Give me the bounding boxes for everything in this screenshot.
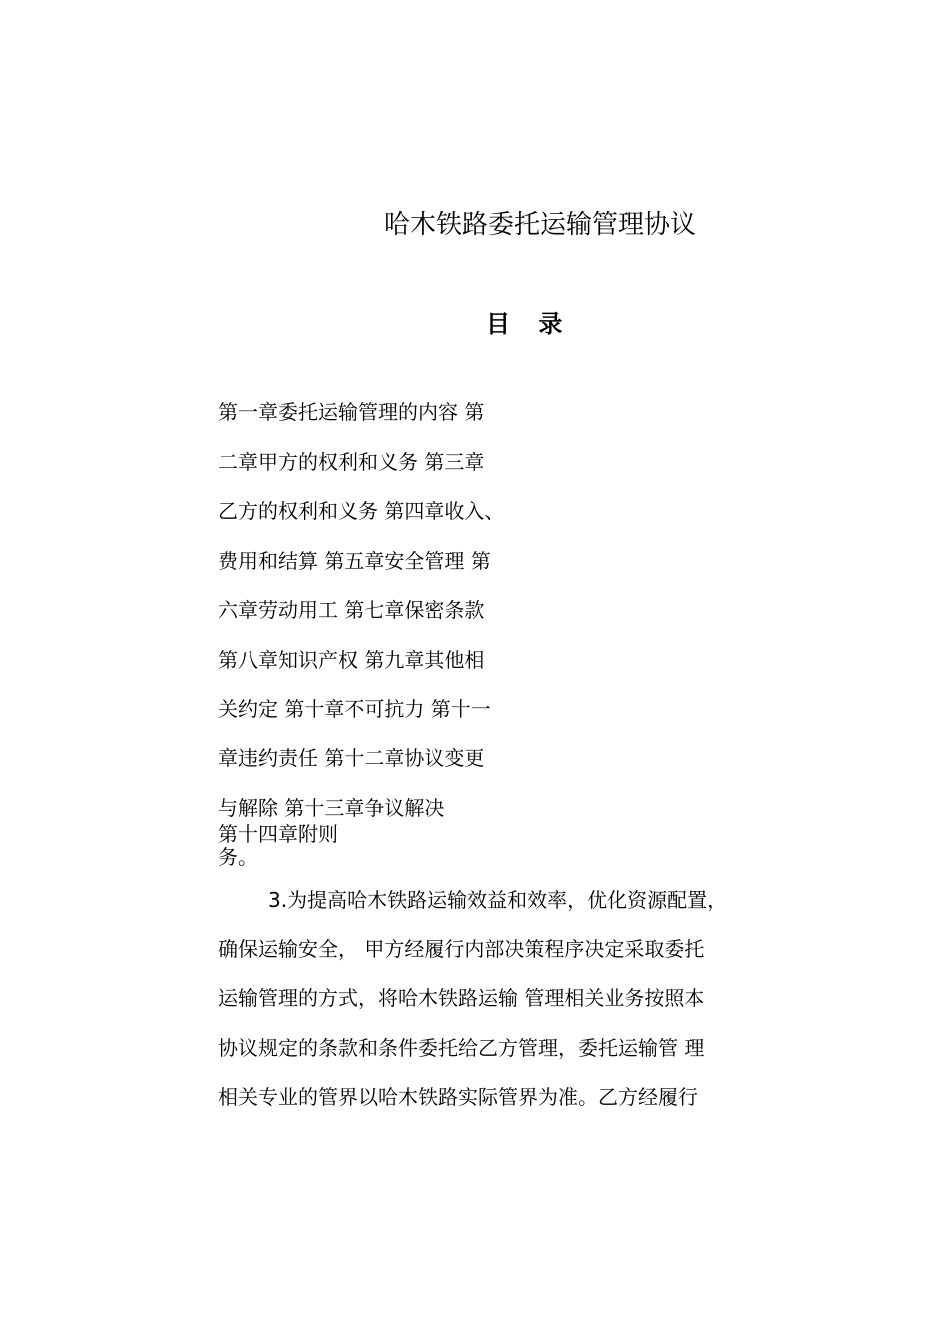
- toc-line: 关约定 第十章不可抗力 第十一: [218, 697, 491, 721]
- body-line: 运输管理的方式，将哈木铁路运输 管理相关业务按照本: [218, 986, 705, 1010]
- toc-line: 六章劳动用工 第七章保密条款: [218, 598, 485, 622]
- document-title: 哈木铁路委托运输管理协议: [384, 210, 697, 240]
- toc-line: 与解除 第十三章争议解决: [218, 796, 445, 820]
- toc-line: 第八章知识产权 第九章其他相: [218, 648, 485, 672]
- toc-line: 第一章委托运输管理的内容 第: [218, 400, 485, 424]
- body-line: 确保运输安全， 甲方经履行内部决策程序决定采取委托: [218, 937, 705, 961]
- toc-line: 章违约责任 第十二章协议变更: [218, 746, 485, 770]
- toc-line: 乙方的权利和义务 第四章收入、: [218, 499, 505, 523]
- body-line: 相关专业的管界以哈木铁路实际管界为准。乙方经履行: [218, 1085, 698, 1109]
- toc-line: 二章甲方的权利和义务 第三章: [218, 450, 485, 474]
- toc-heading: 目 录: [486, 310, 573, 338]
- toc-line: 务。: [218, 845, 258, 869]
- toc-line: 第十四章附则: [218, 822, 338, 846]
- body-line: 协议规定的条款和条件委托给乙方管理，委托运输管 理: [218, 1036, 705, 1060]
- toc-line: 费用和结算 第五章安全管理 第: [218, 549, 491, 573]
- body-line: 3.为提高哈木铁路运输效益和效率，优化资源配置，: [268, 888, 728, 912]
